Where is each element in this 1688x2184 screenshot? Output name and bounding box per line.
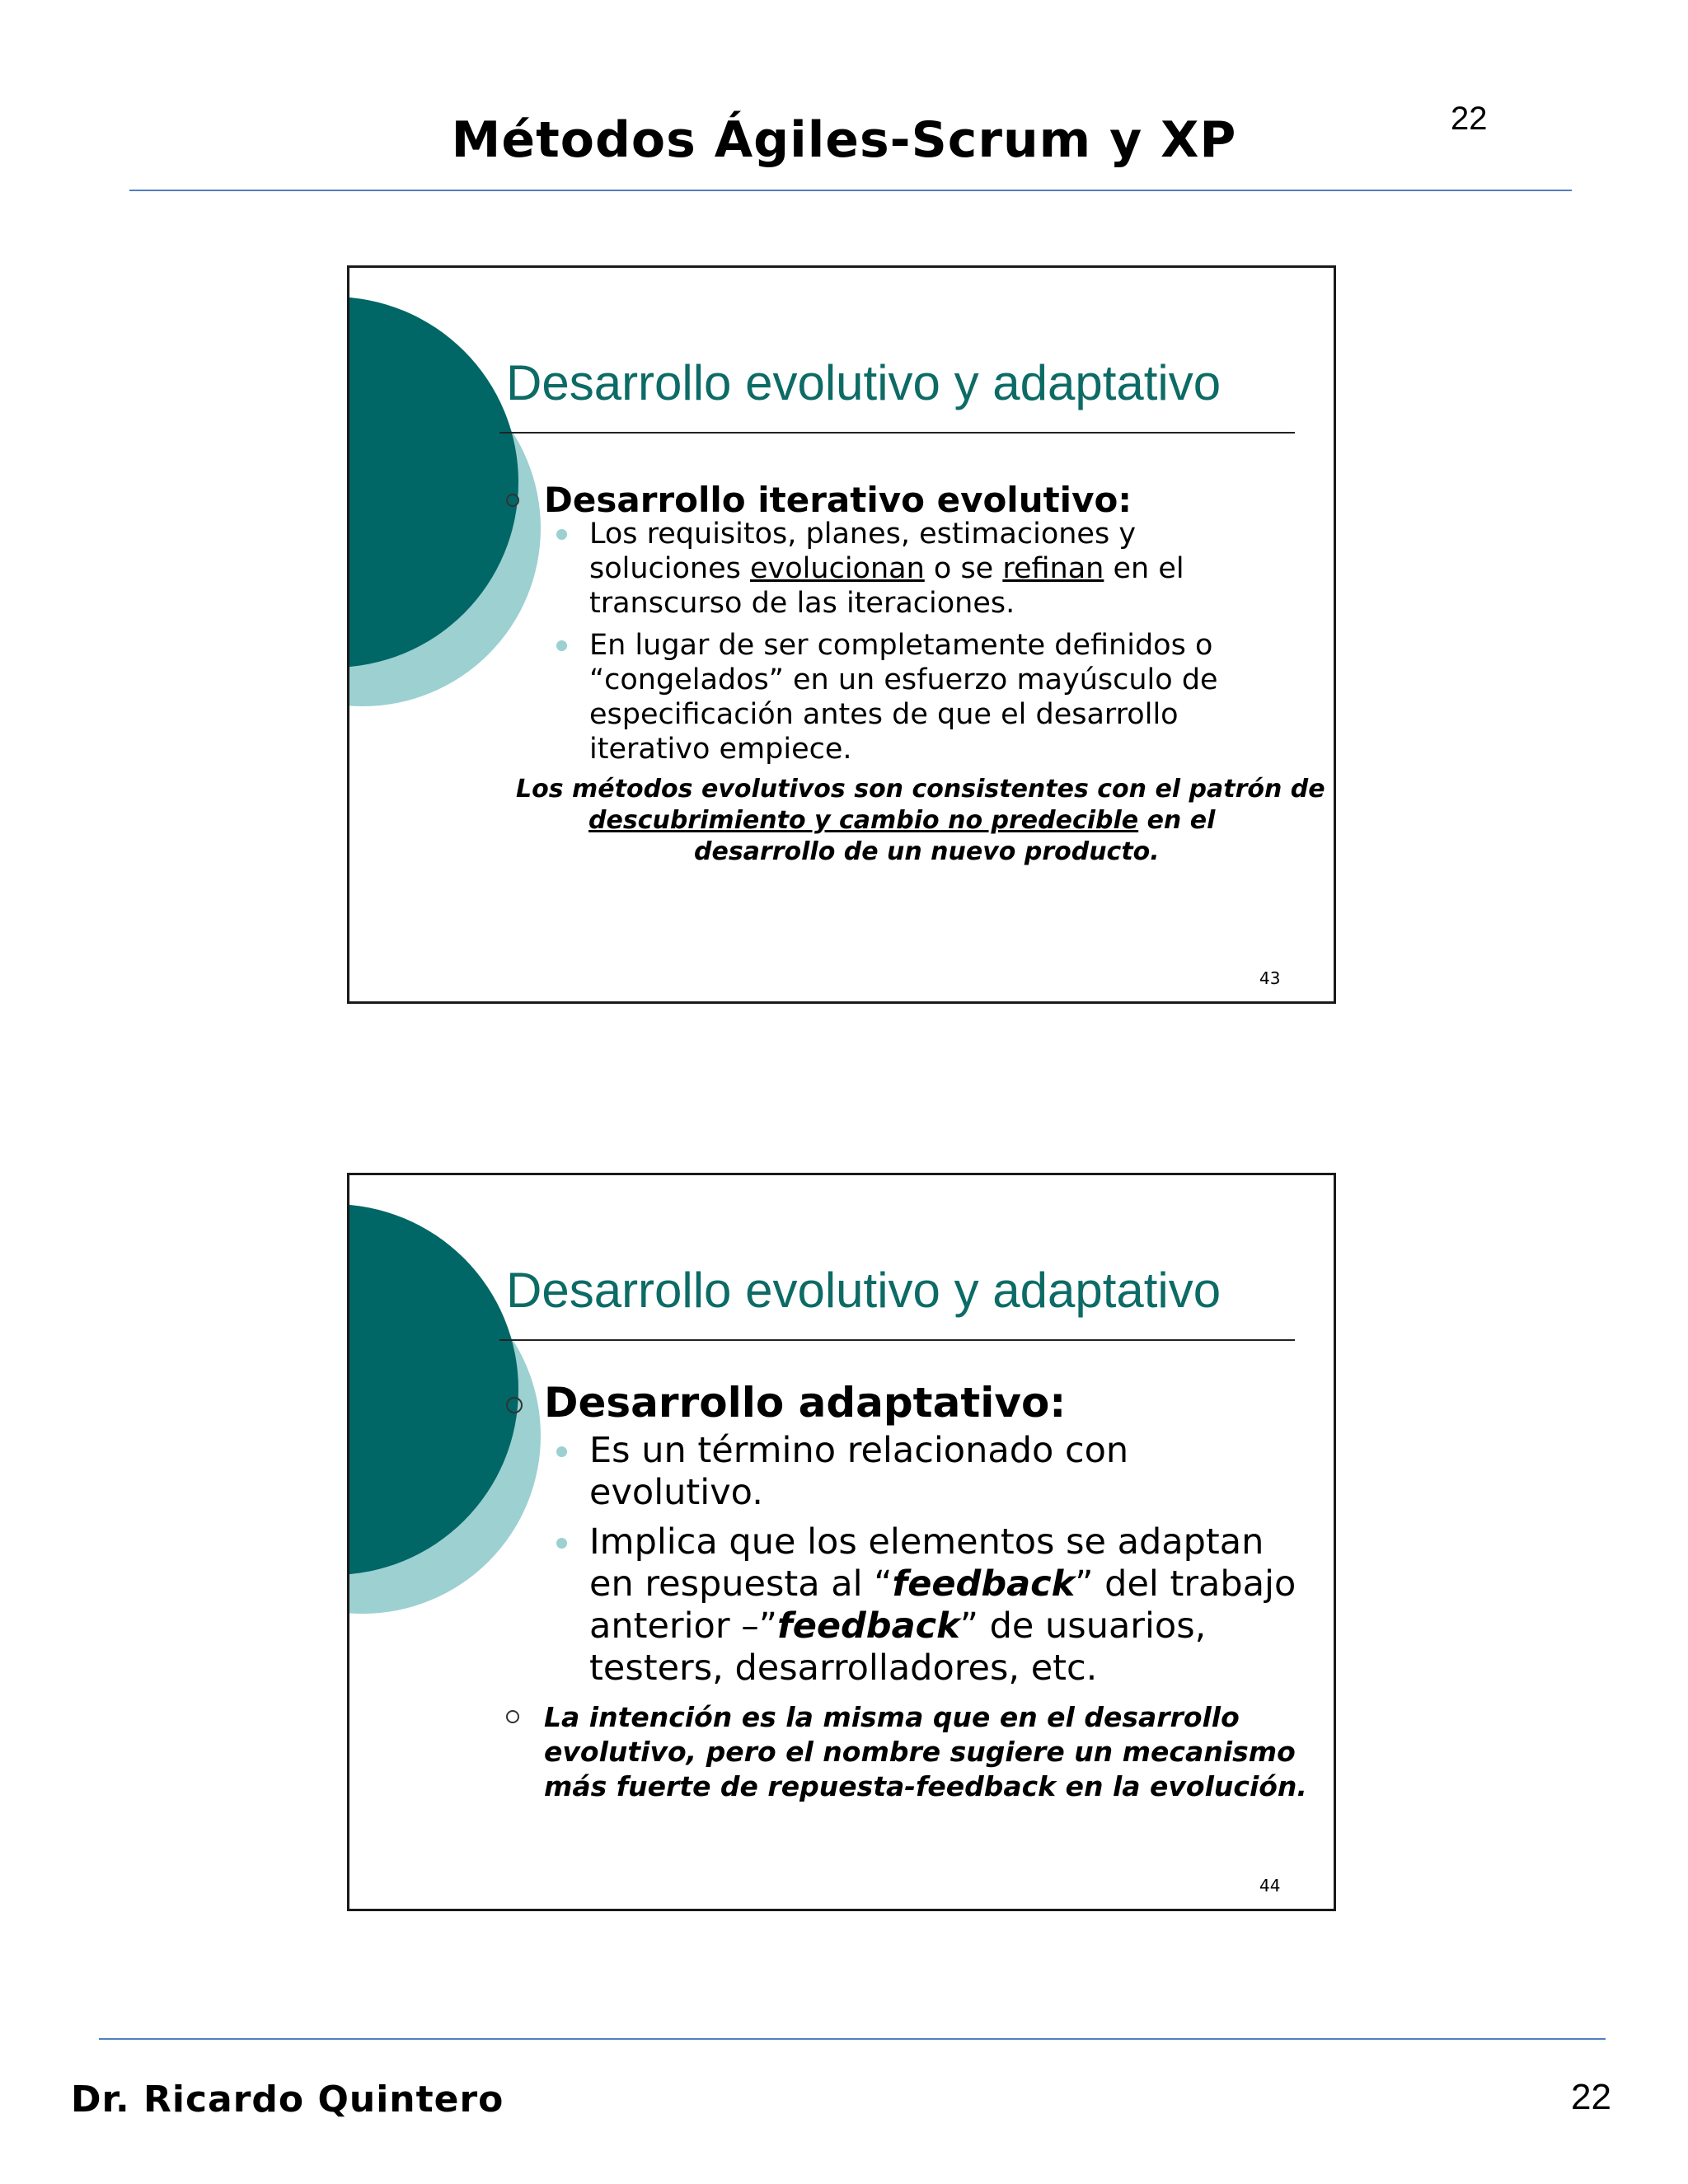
sub-bullet-line: En lugar de ser completamente definidos o (589, 629, 1213, 662)
sub-bullet-line: en respuesta al “feedback” del trabajo (589, 1563, 1296, 1605)
sub-bullet-line: “congelados” en un esfuerzo mayúsculo de (589, 663, 1218, 696)
dot-bullet-icon (556, 529, 567, 540)
page-title: Métodos Ágiles-Scrum y XP (451, 111, 1237, 169)
page-number-top: 22 (1451, 101, 1488, 137)
second-bullet-line: La intención es la misma que en el desarrollo (544, 1701, 1240, 1733)
slide-43 (347, 265, 1336, 1004)
second-bullet-line: evolutivo, pero el nombre sugiere un mecanismo (544, 1736, 1296, 1768)
sub-bullet-line: iterativo empiece. (589, 733, 852, 766)
footer-divider (99, 2038, 1606, 2040)
dot-bullet-icon (556, 1538, 567, 1549)
header-divider (129, 190, 1572, 191)
slide-title: Desarrollo evolutivo y adaptativo (506, 355, 1221, 410)
sub-bullet-line: Los requisitos, planes, estimaciones y (589, 518, 1137, 551)
slide-title-divider (499, 1339, 1295, 1341)
hollow-circle-bullet-icon (506, 494, 519, 507)
sub-bullet-line: transcurso de las iteraciones. (589, 587, 1015, 620)
sub-bullet-line: especificación antes de que el desarrollo (589, 698, 1179, 731)
sub-bullet-line: soluciones evolucionan o se refinan en el (589, 552, 1184, 585)
conclusion-line: Los métodos evolutivos son consistentes con el patrón de (516, 775, 1325, 804)
main-bullet-text: Desarrollo iterativo evolutivo: (544, 480, 1132, 520)
hollow-circle-bullet-icon (506, 1710, 519, 1723)
main-bullet-text: Desarrollo adaptativo: (544, 1379, 1067, 1427)
slide-number: 43 (1259, 968, 1281, 988)
page-number-bottom: 22 (1571, 2077, 1611, 2117)
conclusion-line: desarrollo de un nuevo producto. (694, 837, 1160, 866)
sub-bullet-line: anterior –”feedback” de usuarios, (589, 1605, 1207, 1647)
hollow-circle-bullet-icon (506, 1397, 523, 1413)
slide-44 (347, 1173, 1336, 1911)
sub-bullet-line: testers, desarrolladores, etc. (589, 1647, 1098, 1689)
conclusion-line: descubrimiento y cambio no predecible en el (588, 806, 1216, 835)
dot-bullet-icon (556, 1446, 567, 1457)
sub-bullet-line: Implica que los elementos se adaptan (589, 1521, 1264, 1563)
dot-bullet-icon (556, 640, 567, 651)
second-bullet-line: más fuerte de repuesta-feedback en la evolución. (544, 1770, 1307, 1802)
author: Dr. Ricardo Quintero (71, 2079, 504, 2121)
slide-title: Desarrollo evolutivo y adaptativo (506, 1263, 1221, 1318)
slide-number: 44 (1259, 1876, 1281, 1896)
sub-bullet-line: Es un término relacionado con (589, 1430, 1129, 1471)
sub-bullet-line: evolutivo. (589, 1472, 763, 1513)
slide-title-divider (499, 432, 1295, 434)
